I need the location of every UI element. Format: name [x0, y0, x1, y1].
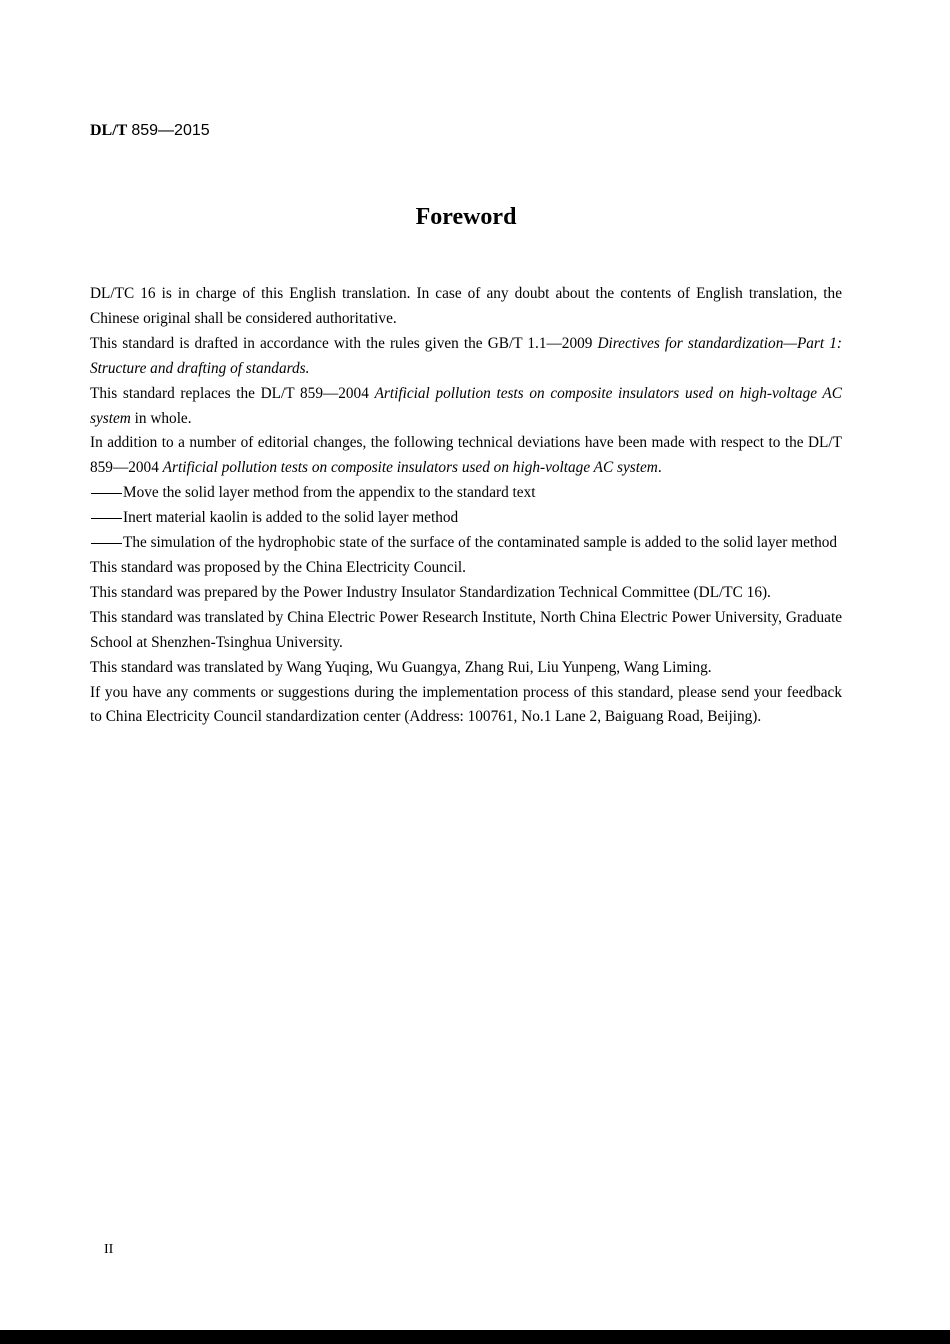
proposed-by-paragraph: This standard was proposed by the China Electricity Council.	[90, 558, 466, 576]
translated-by-institutions-paragraph: This standard was translated by China Electric Power Research Institute, North China Electric Power University, Graduate School at Shenzhen-Tsinghua University.	[90, 608, 842, 651]
page-title: Foreword	[415, 204, 517, 230]
standard-header	[90, 122, 210, 140]
replaced-standard-title: Artificial pollution tests on composite insulators used on high-voltage AC system	[90, 384, 842, 427]
standard-number: 859—2015	[131, 122, 210, 139]
replaces-paragraph: This standard replaces the DL/T 859—2004 Artificial pollution tests on composite insulators used on high-voltage AC system in whole.	[90, 384, 842, 427]
feedback-paragraph: If you have any comments or suggestions during the implementation process of this standard, please send your feedback to China Electricity Council standardization center (Address: 100761, No.1 Lane 2, Baiguang Road, Beijing).	[90, 683, 842, 726]
directives-title: Directives for standardization—Part 1: Structure and drafting of standards.	[90, 334, 842, 377]
page-number: II	[104, 1242, 114, 1257]
previous-standard-title: Artificial pollution tests on composite insulators used on high-voltage AC system	[162, 459, 658, 477]
deviation-item: Move the solid layer method from the appendix to the standard text	[123, 484, 536, 502]
page-bottom-border	[0, 1330, 950, 1344]
translation-notice: DL/TC 16 is in charge of this English translation. In case of any doubt about the contents of English translation, the Chinese original shall be considered authoritative.	[90, 285, 842, 327]
deviations-intro-paragraph: In addition to a number of editorial changes, the following technical deviations have been made with respect to the DL/T 859—2004 Artificial pollution tests on composite insulators used on high-voltage AC system.	[90, 434, 842, 477]
prepared-by-paragraph: This standard was prepared by the Power Industry Insulator Standardization Technical Committee (DL/TC 16).	[90, 583, 771, 601]
deviation-item: Inert material kaolin is added to the solid layer method	[123, 509, 459, 527]
foreword-body	[90, 282, 842, 730]
drafting-rules-paragraph: This standard is drafted in accordance with the rules given the GB/T 1.1—2009 Directives for standardization—Part 1: Structure and drafting of standards.	[90, 334, 842, 377]
deviation-item: The simulation of the hydrophobic state of the surface of the contaminated sample is added to the solid layer method	[123, 534, 838, 552]
translators-paragraph: This standard was translated by Wang Yuqing, Wu Guangya, Zhang Rui, Liu Yunpeng, Wang Liming.	[90, 658, 712, 676]
standard-prefix: DL/T	[90, 122, 128, 139]
